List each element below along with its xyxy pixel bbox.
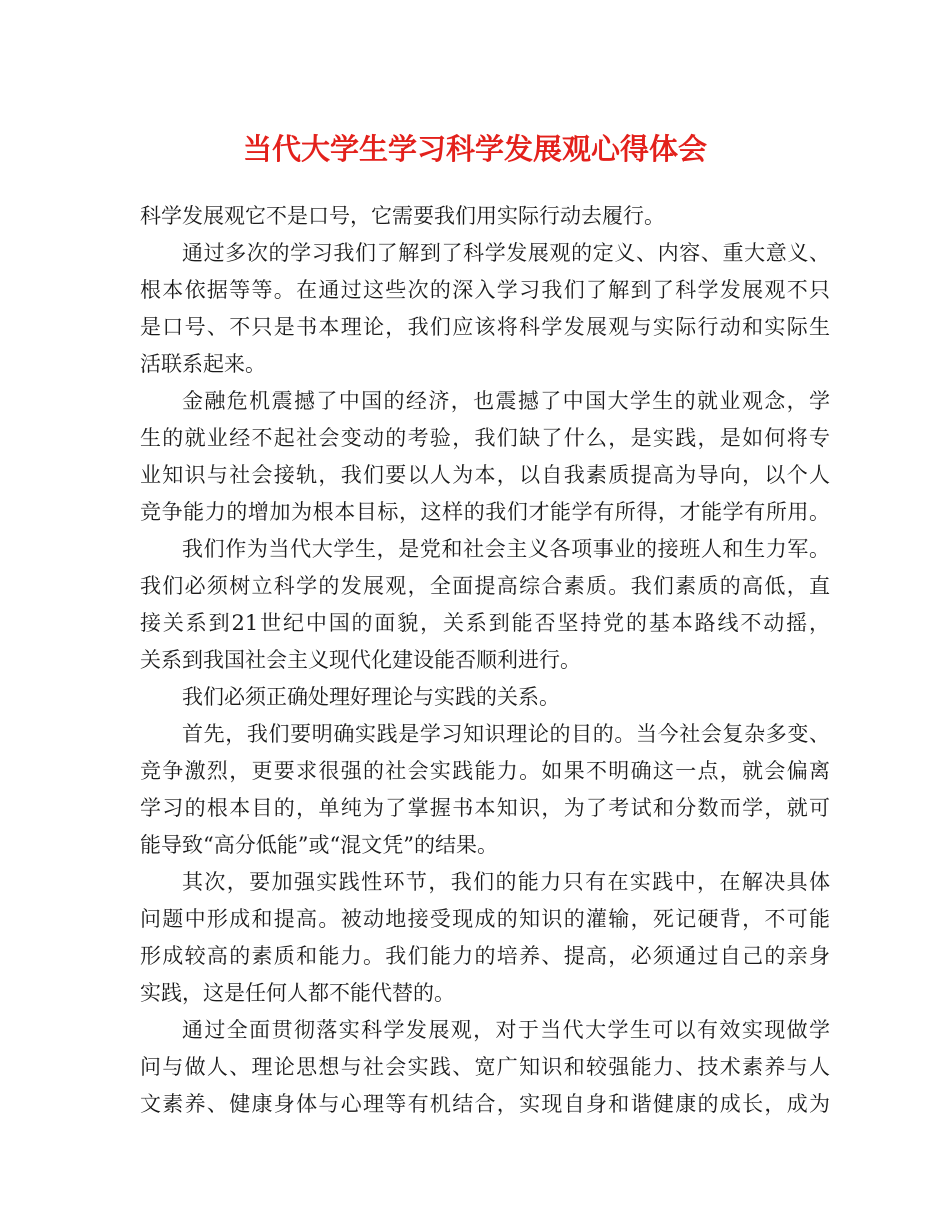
text-line: 关系到我国社会主义现代化建设能否顺利进行。 — [140, 648, 581, 672]
text-line: 我们作为当代大学生，是党和社会主义各项事业的接班人和生力军。 — [182, 537, 830, 561]
document-title: 当代大学生学习科学发展观心得体会 — [242, 132, 707, 166]
document-body — [140, 198, 830, 1123]
text-line: 接关系到21世纪中国的面貌，关系到能否坚持党的基本路线不动摇， — [140, 611, 830, 635]
text-line: 业知识与社会接轨，我们要以人为本，以自我素质提高为导向，以个人 — [140, 463, 830, 487]
text-line: 是口号、不只是书本理论，我们应该将科学发展观与实际行动和实际生 — [140, 315, 830, 339]
text-line: 学习的根本目的，单纯为了掌握书本知识，为了考试和分数而学，就可 — [140, 796, 830, 820]
text-line: 其次，要加强实践性环节，我们的能力只有在实践中，在解决具体 — [182, 870, 830, 894]
text-line: 通过全面贯彻落实科学发展观，对于当代大学生可以有效实现做学 — [182, 1018, 830, 1042]
text-line: 能导致“高分低能”或“混文凭”的结果。 — [140, 833, 498, 857]
text-line: 实践，这是任何人都不能代替的。 — [140, 981, 455, 1005]
text-line: 问题中形成和提高。被动地接受现成的知识的灌输，死记硬背，不可能 — [140, 907, 830, 931]
text-line: 形成较高的素质和能力。我们能力的培养、提高，必须通过自己的亲身 — [140, 944, 830, 968]
text-line: 科学发展观它不是口号，它需要我们用实际行动去履行。 — [140, 204, 665, 228]
text-line: 问与做人、理论思想与社会实践、宽广知识和较强能力、技术素养与人 — [140, 1055, 830, 1079]
text-line: 通过多次的学习我们了解到了科学发展观的定义、内容、重大意义、 — [182, 241, 830, 265]
text-line: 我们必须正确处理好理论与实践的关系。 — [182, 685, 560, 709]
text-line: 文素养、健康身体与心理等有机结合，实现自身和谐健康的成长，成为 — [140, 1092, 830, 1116]
text-line: 金融危机震撼了中国的经济，也震撼了中国大学生的就业观念，学 — [182, 389, 830, 413]
text-line: 我们必须树立科学的发展观，全面提高综合素质。我们素质的高低，直 — [140, 574, 830, 598]
text-line: 根本依据等等。在通过这些次的深入学习我们了解到了科学发展观不只 — [140, 278, 830, 302]
text-line: 竞争激烈，更要求很强的社会实践能力。如果不明确这一点，就会偏离 — [140, 759, 830, 783]
text-line: 活联系起来。 — [140, 352, 266, 376]
text-line: 竞争能力的增加为根本目标，这样的我们才能学有所得，才能学有所用。 — [140, 500, 830, 524]
text-line: 生的就业经不起社会变动的考验，我们缺了什么，是实践，是如何将专 — [140, 426, 830, 450]
text-line: 首先，我们要明确实践是学习知识理论的目的。当今社会复杂多变、 — [182, 722, 830, 746]
